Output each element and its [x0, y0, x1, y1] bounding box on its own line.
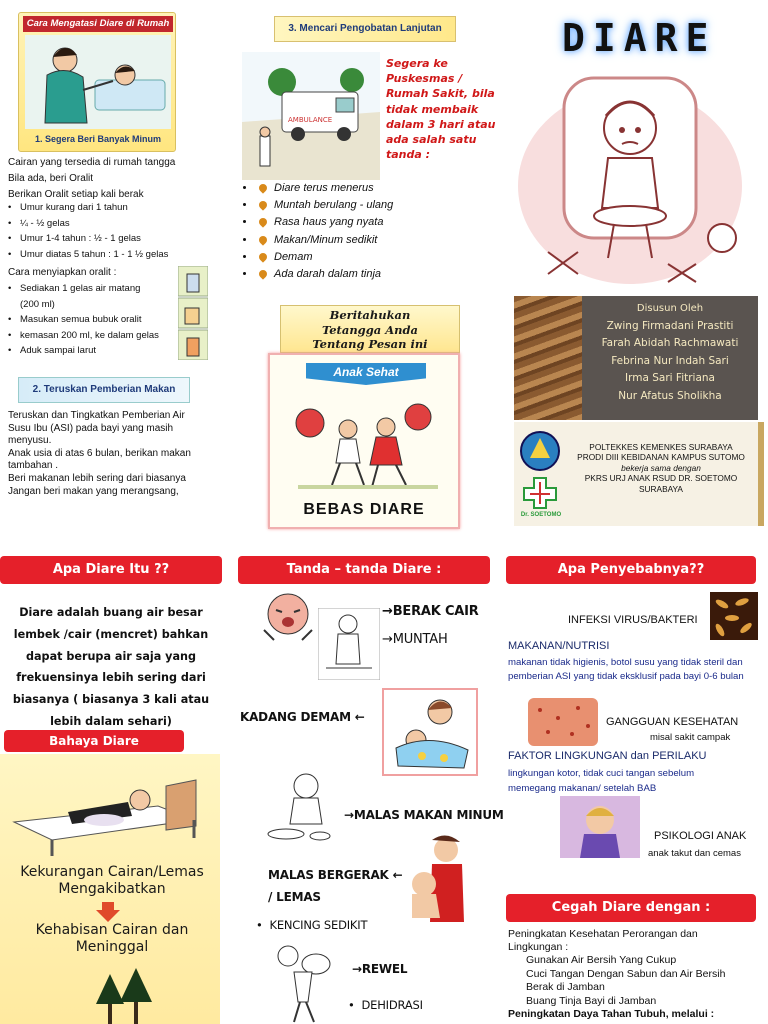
cover-title: DIARE	[562, 16, 717, 60]
prevent-item: Gunakan Air Bersih Yang Cukup	[526, 954, 677, 966]
cause-infeksi: INFEKSI VIRUS/BAKTERI	[568, 614, 698, 626]
tell-line: Tetangga Anda	[322, 322, 418, 337]
credits-box	[582, 296, 758, 420]
trees-image	[90, 964, 160, 1024]
oralit-steps-image	[178, 266, 208, 360]
institution-side-bar	[758, 422, 764, 526]
cause-makanan-text: makanan tidak higienis, botol susu yang tidak steril dan pemberian ASI yang tidak eksklusif pada bayi 0-6 bulan	[508, 657, 744, 682]
warning-sign: • Makan/Minum sedikit	[256, 232, 456, 249]
sign-malas-bergerak	[268, 864, 402, 908]
wood-texture	[514, 296, 582, 420]
step-2-header	[18, 377, 190, 403]
panel-what-is	[0, 552, 256, 1024]
note-line: Puskesmas /	[386, 72, 463, 86]
panel-treatment	[256, 0, 512, 540]
warning-sign: • Rasa haus yang nyata	[256, 214, 456, 231]
note-line: Rumah Sakit, bila	[386, 87, 495, 101]
danger-banner: Bahaya Diare	[4, 730, 184, 752]
ambulance-image	[242, 52, 380, 180]
step-1-label: 1. Segera Beri Banyak Minum	[34, 134, 162, 144]
prep-title: Cara menyiapkan oralit :	[8, 267, 117, 278]
tell-line: Tentang Pesan ini	[312, 337, 428, 351]
tell-line: Beritahukan	[329, 308, 411, 322]
warning-signs-list	[256, 180, 456, 283]
poster-top-label: Anak Sehat	[333, 365, 399, 379]
author-name: Zwing Firmadani Prastiti	[606, 319, 734, 332]
step-3-header	[274, 16, 456, 42]
bacteria-image	[710, 592, 758, 640]
warning-sign: • Ada darah dalam tinja	[256, 266, 456, 283]
intro-line-1: Cairan yang tersedia di rumah tangga	[8, 157, 176, 168]
sign-malas-makan: →MALAS MAKAN MINUM	[344, 808, 504, 822]
what-is-banner: Apa Diare Itu ??	[0, 556, 222, 584]
soetomo-logo-caption: Dr. SOETOMO	[520, 512, 562, 518]
step-2-line: Jangan beri makan yang merangsang,	[8, 485, 179, 497]
prevent-footer: Peningkatan Daya Tahan Tubuh, melalui :	[508, 1008, 715, 1020]
home-care-illustration	[18, 12, 176, 152]
signs-banner: Tanda – tanda Diare :	[238, 556, 490, 584]
panel-cover	[512, 0, 768, 540]
institution-line: PRODI DIII KEBIDANAN KAMPUS SUTOMO	[577, 452, 745, 463]
ambulance-text: AMBULANCE	[288, 116, 333, 124]
referral-note	[386, 56, 506, 162]
sign-muntah: →MUNTAH	[382, 632, 448, 647]
oralit-intro	[8, 156, 188, 201]
weak-child-image	[402, 834, 468, 924]
bullet-icon: •	[348, 998, 362, 1012]
not-eating-child-image	[258, 768, 344, 846]
running-children-image	[278, 389, 450, 493]
cause-psikologi-title: PSIKOLOGI ANAK	[654, 830, 747, 842]
panel-home-care	[0, 0, 256, 540]
panel-signs	[240, 552, 512, 1024]
crying-baby-image	[258, 590, 320, 642]
author-name: Farah Abidah Rachmawati	[601, 337, 739, 349]
mother-feeding-child-image	[25, 35, 171, 129]
institution-line: bekerja sama dengan	[621, 462, 701, 473]
dose-item: • Umur diatas 5 tahun : 1 - 1 ½ gelas	[8, 247, 198, 263]
sign-berak-cair: →BERAK CAIR	[382, 604, 479, 619]
sign-rewel: →REWEL	[352, 962, 408, 976]
cause-faktor-text: lingkungan kotor, tidak cuci tangan sebelum memegang makanan/ setelah BAB	[508, 768, 695, 794]
note-line: tanda :	[386, 148, 431, 162]
tell-neighbors-box	[280, 305, 460, 353]
step-2-text	[8, 410, 228, 498]
prep-item: • Masukan semua bubuk oralit	[8, 312, 180, 328]
home-care-title: Cara Mengatasi Diare di Rumah	[23, 16, 173, 32]
danger-text-1: Kekurangan Cairan/Lemas Mengakibatkan	[20, 864, 204, 897]
prep-item: • Aduk sampai larut	[8, 343, 180, 359]
author-name: Nur Afatus Sholikha	[618, 389, 722, 402]
dose-item: • Umur 1-4 tahun : ½ - 1 gelas	[8, 231, 198, 247]
vomiting-child-image	[318, 608, 380, 680]
dose-item: • Umur kurang dari 1 tahun	[8, 200, 198, 216]
prevent-list	[526, 954, 762, 1008]
step-2-line: tambahan .	[8, 460, 59, 472]
bullet-icon: •	[256, 918, 270, 932]
prevent-banner: Cegah Diare dengan :	[506, 894, 756, 922]
step-3-label: 3. Mencari Pengobatan Lanjutan	[288, 23, 442, 34]
author-name: Irma Sari Fitriana	[625, 372, 715, 384]
intro-line-2: Bila ada, beri Oralit	[8, 173, 94, 184]
poster-bottom-label: BEBAS DIARE	[303, 501, 425, 518]
soetomo-logo	[520, 476, 560, 510]
institution-text	[566, 442, 756, 494]
prep-list	[8, 281, 180, 359]
step-2-line: menyusu.	[8, 435, 52, 447]
warning-sign: • Diare terus menerus	[256, 180, 456, 197]
warning-sign: • Muntah berulang - ulang	[256, 197, 456, 214]
fever-child-image	[382, 688, 478, 776]
danger-text-2: Kehabisan Cairan dan Meninggal	[35, 922, 189, 955]
dose-list	[8, 200, 198, 262]
cause-faktor-title: FAKTOR LINGKUNGAN dan PERILAKU	[508, 750, 707, 762]
sad-child-image	[560, 796, 640, 858]
step-2-line: Susu Ibu (ASI) pada bayi yang masih	[8, 422, 174, 434]
prevent-intro: Peningkatan Kesehatan Perorangan dan Lingkungan :	[508, 928, 698, 953]
prevent-item: Cuci Tangan Dengan Sabun dan Air Bersih	[526, 967, 726, 980]
prevent-item: Berak di Jamban	[526, 981, 605, 994]
sign-dehidrasi	[348, 998, 423, 1012]
panel-causes	[508, 552, 768, 1024]
sign-line: / LEMAS	[268, 890, 321, 904]
poltekkes-logo	[518, 430, 562, 472]
note-line: dalam 3 hari atau	[386, 117, 496, 131]
note-line: tidak membaik	[386, 102, 479, 116]
healthy-child-poster	[268, 353, 460, 529]
step-2-line: Anak usia di atas 6 bulan, berikan makan	[8, 447, 191, 459]
dose-item: • ¼ - ½ gelas	[8, 216, 198, 232]
institution-line: SURABAYA	[639, 483, 683, 494]
sign-kencing-label: KENCING SEDIKIT	[269, 918, 368, 932]
measles-skin-image	[528, 698, 598, 746]
prevent-item: Buang Tinja Bayi di Jamban	[526, 994, 657, 1007]
sign-dehidrasi-label: DEHIDRASI	[361, 998, 423, 1012]
sign-kadang-demam: KADANG DEMAM ←	[240, 710, 365, 724]
fussy-child-image	[264, 942, 348, 1024]
sick-child-bed-image	[8, 766, 202, 858]
institution-line: POLTEKKES KEMENKES SURABAYA	[589, 442, 733, 452]
prep-item: • kemasan 200 ml, ke dalam gelas	[8, 328, 180, 344]
cause-makanan-title: MAKANAN/NUTRISI	[508, 640, 610, 652]
child-on-potty-image	[518, 68, 762, 290]
credits-title: Disusun Oleh	[636, 303, 704, 314]
cause-gangguan-title: GANGGUAN KESEHATAN	[606, 716, 739, 728]
cause-gangguan-text: misal sakit campak	[650, 732, 731, 743]
step-2-line: Beri makanan lebih sering dari biasanya	[8, 472, 186, 484]
sign-kencing-sedikit	[256, 918, 367, 932]
author-name: Febrina Nur Indah Sari	[611, 354, 729, 367]
prep-item: • Sediakan 1 gelas air matang	[8, 281, 180, 297]
intro-line-3: Berikan Oralit setiap kali berak	[8, 189, 144, 200]
sign-line: MALAS BERGERAK ←	[268, 868, 403, 882]
prep-item-cont: (200 ml)	[20, 298, 55, 310]
down-arrow-icon	[96, 902, 120, 922]
step-2-label: 2. Teruskan Pemberian Makan	[32, 384, 176, 395]
definition-text: Diare adalah buang air besar lembek /cair (mencret) bahkan dapat berupa air saja yang frekuensinya lebih sering dari biasanya ( biasanya 3 kali atau lebih dalam sehari)	[12, 606, 210, 728]
cause-psikologi-text: anak takut dan cemas	[648, 848, 741, 859]
note-line: Segera ke	[386, 57, 448, 70]
step-2-line: Teruskan dan Tingkatkan Pemberian Air	[8, 410, 185, 421]
warning-sign: • Demam	[256, 249, 456, 266]
note-line: ada salah satu	[386, 133, 477, 147]
institution-line: PKRS URJ ANAK RSUD DR. SOETOMO	[584, 473, 738, 484]
causes-banner: Apa Penyebabnya??	[506, 556, 756, 584]
